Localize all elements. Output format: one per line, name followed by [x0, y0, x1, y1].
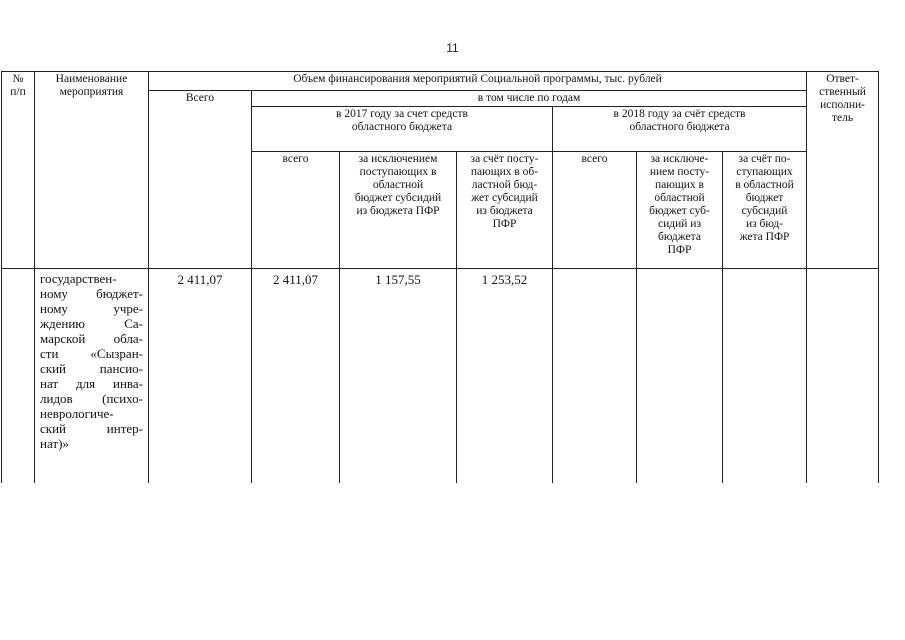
row-name-line: государствен-: [40, 271, 117, 286]
header-2017-excl: за исключением поступающих в областной бюджет субсидий из бюджета ПФР: [340, 152, 457, 269]
header-row-1: [2, 72, 879, 91]
row-name-line: сти «Сызран-: [40, 346, 143, 361]
row-name-line: ному учре-: [40, 301, 143, 316]
header-total: Всего: [149, 91, 252, 269]
row-2018-pfr: [723, 269, 807, 484]
row-responsible: [807, 269, 879, 484]
row-name-line: нат для инва-: [40, 376, 143, 391]
row-2017-all: 2 411,07: [252, 269, 340, 484]
row-total: 2 411,07: [149, 269, 252, 484]
header-2018-pfr: за счёт по- ступающих в областной бюджет субсидий из бюд- жета ПФР: [723, 152, 807, 269]
row-name-line: ному бюджет-: [40, 286, 143, 301]
header-responsible: Ответ- ственный исполни- тель: [807, 72, 879, 269]
row-name: [35, 269, 149, 484]
header-num: № п/п: [2, 72, 35, 269]
row-2018-all: [553, 269, 637, 484]
header-by-years: в том числе по годам: [252, 91, 807, 107]
table-row: [2, 269, 879, 484]
row-2017-pfr: 1 253,52: [457, 269, 553, 484]
header-year-2018: в 2018 году за счёт средств областного бюджета: [553, 107, 807, 152]
row-name-line: ский пансио-: [40, 361, 143, 376]
header-2017-pfr: за счёт посту- пающих в об- ластной бюд- жет субсидий из бюджета ПФР: [457, 152, 553, 269]
header-2017-all: всего: [252, 152, 340, 269]
row-num: [2, 269, 35, 484]
header-year-2017: в 2017 году за счет средств областного бюджета: [252, 107, 553, 152]
row-2018-excl: [637, 269, 723, 484]
row-name-line: нат)»: [40, 436, 69, 451]
page-number: 11: [446, 41, 459, 55]
financing-table: [1, 71, 879, 483]
row-name-line: ский интер-: [40, 421, 143, 436]
row-name-line: неврологиче-: [40, 406, 114, 421]
header-2018-excl: за исключе- нием посту- пающих в областной бюджет суб- сидий из бюджета ПФР: [637, 152, 723, 269]
row-name-line: ждению Са-: [40, 316, 143, 331]
row-name-line: марской обла-: [40, 331, 143, 346]
row-name-line: лидов (психо-: [40, 391, 143, 406]
row-2017-excl: 1 157,55: [340, 269, 457, 484]
header-name: Наименование мероприятия: [35, 72, 149, 269]
header-2018-all: всего: [553, 152, 637, 269]
header-funding: Объем финансирования мероприятий Социальной программы, тыс. рублей: [149, 72, 807, 91]
